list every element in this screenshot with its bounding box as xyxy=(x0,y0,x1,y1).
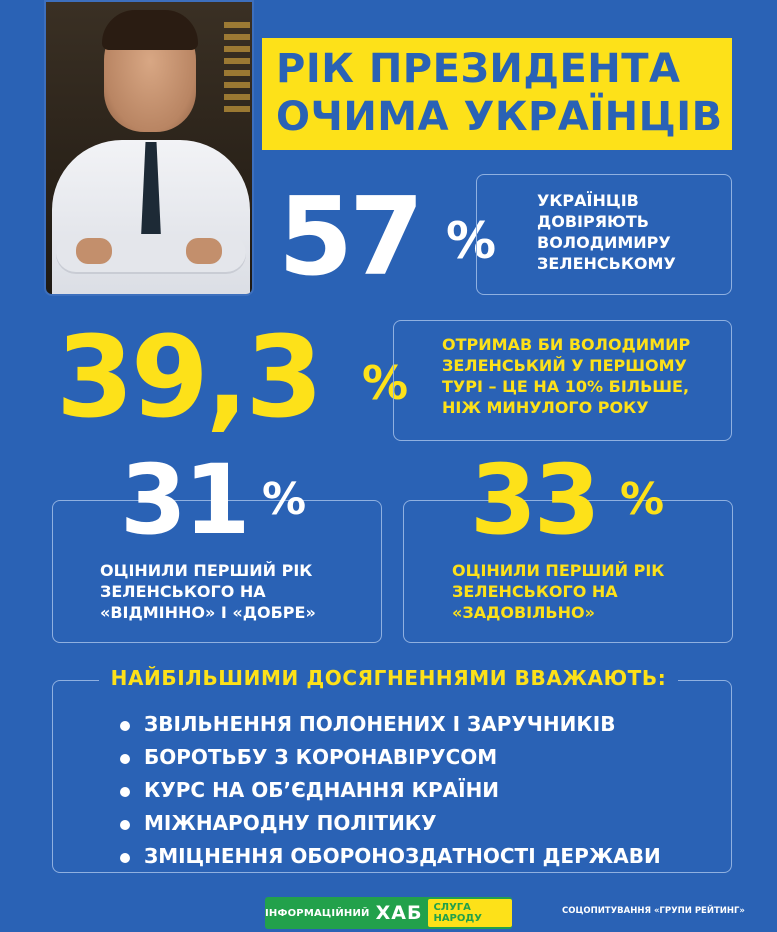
first-round-value: 39,3 xyxy=(56,313,321,443)
photo-hand-right xyxy=(186,238,222,264)
bullet-icon xyxy=(120,721,130,731)
excellent-value: 31 xyxy=(120,444,248,556)
first-round-unit: % xyxy=(362,356,409,410)
info-hub-logo xyxy=(265,897,512,929)
list-item: БОРОТЬБУ З КОРОНАВІРУСОМ xyxy=(120,741,661,774)
satisfactory-description: ОЦІНИЛИ ПЕРШИЙ РІК ЗЕЛЕНСЬКОГО НА «ЗАДОВІЛЬНО» xyxy=(452,561,665,622)
logo-sluga-text: СЛУГА НАРОДУ xyxy=(428,899,512,927)
list-item: ЗМІЦНЕННЯ ОБОРОНОЗДАТНОСТІ ДЕРЖАВИ xyxy=(120,840,661,873)
trust-description: УКРАЇНЦІВ ДОВІРЯЮТЬ ВОЛОДИМИРУ ЗЕЛЕНСЬКОМУ xyxy=(537,191,676,273)
bullet-icon xyxy=(120,787,130,797)
satisfactory-unit: % xyxy=(620,474,665,525)
list-item: КУРС НА ОБ’ЄДНАННЯ КРАЇНИ xyxy=(120,774,661,807)
photo-hand-left xyxy=(76,238,112,264)
title-line-1: РІК ПРЕЗИДЕНТА xyxy=(276,46,681,92)
logo-hab-text: ХАБ xyxy=(375,902,423,924)
excellent-description: ОЦІНИЛИ ПЕРШИЙ РІК ЗЕЛЕНСЬКОГО НА «ВІДМІННО» І «ДОБРЕ» xyxy=(100,561,316,622)
trust-unit: % xyxy=(446,212,497,270)
satisfactory-value: 33 xyxy=(470,444,598,556)
page-title xyxy=(262,38,732,150)
trust-value: 57 xyxy=(278,175,421,300)
logo-info-text: ІНФОРМАЦІЙНИЙ xyxy=(265,907,370,919)
first-round-description: ОТРИМАВ БИ ВОЛОДИМИР ЗЕЛЕНСЬКИЙ У ПЕРШОМУ ТУРІ – ЦЕ НА 10% БІЛЬШЕ, НІЖ МИНУЛОГО РОКУ xyxy=(442,335,691,417)
list-item: МІЖНАРОДНУ ПОЛІТИКУ xyxy=(120,807,661,840)
photo-hair xyxy=(102,10,198,50)
excellent-unit: % xyxy=(262,474,307,525)
list-item: ЗВІЛЬНЕННЯ ПОЛОНЕНИХ І ЗАРУЧНИКІВ xyxy=(120,708,661,741)
achievements-list xyxy=(120,708,661,873)
survey-source: СОЦОПИТУВАННЯ «ГРУПИ РЕЙТИНГ» xyxy=(562,906,745,916)
bullet-icon xyxy=(120,820,130,830)
trident-emblem-icon xyxy=(224,22,250,112)
president-photo xyxy=(44,0,254,296)
title-line-2: ОЧИМА УКРАЇНЦІВ xyxy=(276,94,723,140)
bullet-icon xyxy=(120,754,130,764)
bullet-icon xyxy=(120,853,130,863)
achievements-title: НАЙБІЛЬШИМИ ДОСЯГНЕННЯМИ ВВАЖАЮТЬ: xyxy=(0,666,777,690)
